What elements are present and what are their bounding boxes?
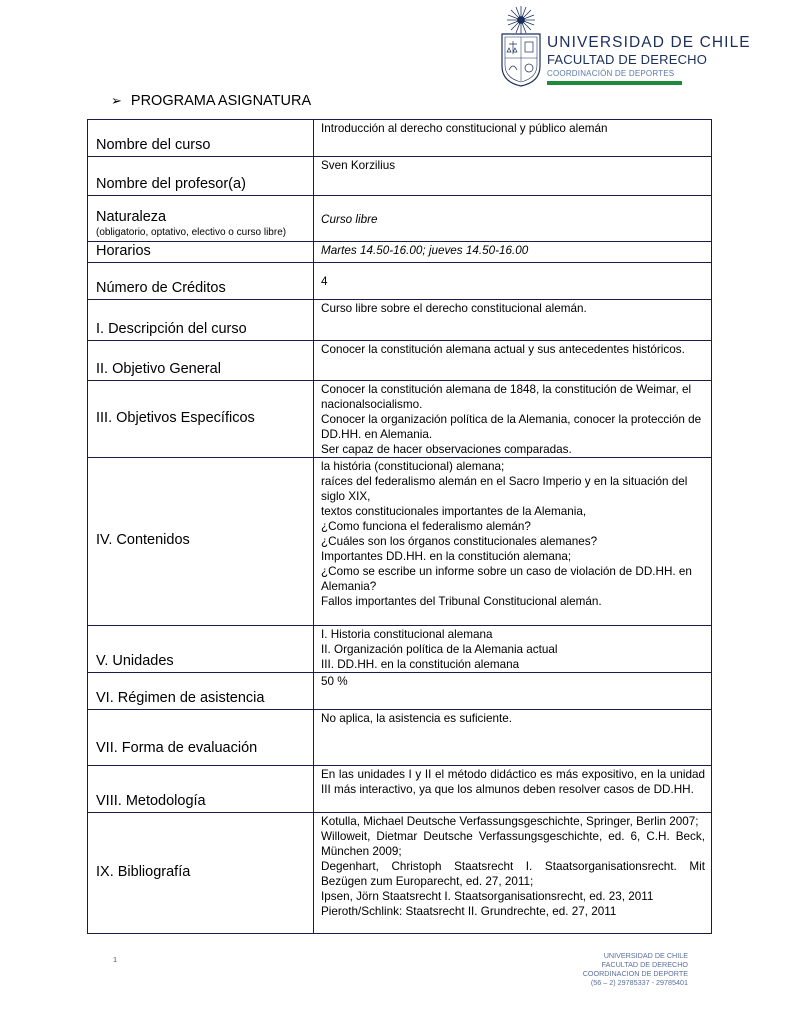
header-logo [499, 4, 751, 88]
university-name: UNIVERSIDAD DE CHILE [547, 34, 751, 51]
table-row [88, 263, 712, 300]
accent-bar [547, 81, 682, 85]
table-row [88, 157, 712, 196]
list-item: Degenhart, Christoph Staatsrecht I. Staatsorganisationsrecht. Mit Bezügen zum Europarecht, ed. 27, 2011; [321, 860, 705, 888]
value-evaluacion: No aplica, la asistencia es suficiente. [314, 710, 712, 766]
value-objetivos-especificos [314, 381, 712, 458]
list-item: III. DD.HH. en la constitución alemana [321, 658, 520, 671]
page-number: 1 [113, 955, 118, 964]
list-item: Pieroth/Schlink: Staatsrecht II. Grundrechte, ed. 27, 2011 [321, 905, 617, 918]
label-unidades: V. Unidades [88, 626, 314, 673]
arrow-bullet-icon: ➢ [111, 93, 122, 108]
table-row [88, 242, 712, 263]
footer-faculty: FACULTAD DE DERECHO [601, 960, 688, 969]
list-item: Conocer la organización política de la Alemania, conocer la protección de DD.HH. en Alemania. [321, 413, 702, 441]
value-descripcion: Curso libre sobre el derecho constitucional alemán. [314, 300, 712, 341]
label-objetivo-general: II. Objetivo General [88, 341, 314, 381]
list-item: ¿Como funciona el federalismo alemán? [321, 520, 531, 533]
list-item: ¿Como se escribe un informe sobre un caso de violación de DD.HH. en Alemania? [321, 565, 692, 593]
footer-coordination: COORDINACION DE DEPORTE [582, 969, 688, 978]
value-horarios: Martes 14.50-16.00; jueves 14.50-16.00 [314, 242, 712, 263]
list-item: Ipsen, Jörn Staatsrecht I. Staatsorganisationsrecht, ed. 23, 2011 [321, 890, 654, 903]
naturaleza-title: Naturaleza [96, 209, 167, 225]
section-heading [111, 93, 311, 109]
label-contenidos: IV. Contenidos [88, 458, 314, 626]
university-crest-icon [499, 4, 543, 88]
list-item: textos constitucionales importantes de la Alemania, [321, 505, 587, 518]
list-item: Importantes DD.HH. en la constitución alemana; [321, 550, 572, 563]
program-table [87, 119, 712, 934]
value-creditos: 4 [314, 263, 712, 300]
value-bibliografia [314, 813, 712, 934]
list-item: Fallos importantes del Tribunal Constitucional alemán. [321, 595, 602, 608]
label-horarios: Horarios [88, 242, 314, 263]
value-unidades [314, 626, 712, 673]
table-row [88, 300, 712, 341]
list-item: raíces del federalismo alemán en el Sacro Imperio y en la situación del siglo XIX, [321, 475, 688, 503]
table-row [88, 120, 712, 157]
footer-university: UNIVERSIDAD DE CHILE [603, 951, 688, 960]
label-nombre-curso: Nombre del curso [88, 120, 314, 157]
value-contenidos [314, 458, 712, 626]
faculty-name: FACULTAD DE DERECHO [547, 52, 708, 67]
value-metodologia: En las unidades I y II el método didáctico es más expositivo, en la unidad III más interactivo, ya que los almunos deben resolver casos de DD.HH. [314, 766, 712, 813]
label-bibliografia: IX. Bibliografía [88, 813, 314, 934]
table-row [88, 458, 712, 626]
table-row [88, 710, 712, 766]
table-row [88, 673, 712, 710]
coordination-name: COORDINACIÓN DE DEPORTES [547, 69, 675, 78]
value-asistencia: 50 % [314, 673, 712, 710]
list-item: la história (constitucional) alemana; [321, 460, 505, 473]
table-row [88, 813, 712, 934]
list-item: I. Historia constitucional alemana [321, 628, 493, 641]
table-row [88, 766, 712, 813]
label-evaluacion: VII. Forma de evaluación [88, 710, 314, 766]
table-row [88, 381, 712, 458]
label-objetivos-especificos: III. Objetivos Específicos [88, 381, 314, 458]
label-creditos: Número de Créditos [88, 263, 314, 300]
label-metodologia: VIII. Metodología [88, 766, 314, 813]
label-profesor: Nombre del profesor(a) [88, 157, 314, 196]
list-item: Willoweit, Dietmar Deutsche Verfassungsgeschichte, ed. 6, C.H. Beck, München 2009; [321, 830, 705, 858]
label-descripcion: I. Descripción del curso [88, 300, 314, 341]
list-item: Ser capaz de hacer observaciones comparadas. [321, 443, 572, 456]
value-objetivo-general: Conocer la constitución alemana actual y sus antecedentes históricos. [314, 341, 712, 381]
value-nombre-curso: Introducción al derecho constitucional y público alemán [314, 120, 712, 157]
section-title: PROGRAMA ASIGNATURA [130, 93, 312, 109]
label-naturaleza [88, 196, 314, 242]
value-naturaleza: Curso libre [314, 196, 712, 242]
list-item: II. Organización política de la Alemania actual [321, 643, 558, 656]
table-row [88, 626, 712, 673]
value-profesor: Sven Korzilius [314, 157, 712, 196]
list-item: ¿Cuáles son los órganos constitucionales alemanes? [321, 535, 598, 548]
naturaleza-sublabel: (obligatorio, optativo, electivo o curso libre) [96, 227, 287, 238]
label-asistencia: VI. Régimen de asistencia [88, 673, 314, 710]
footer-phone: (56 – 2) 29785337 - 29785401 [590, 978, 688, 987]
list-item: Conocer la constitución alemana de 1848, la constitución de Weimar, el nacionalsocialismo. [321, 383, 692, 411]
table-row [88, 341, 712, 381]
list-item: Kotulla, Michael Deutsche Verfassungsgeschichte, Springer, Berlin 2007; [321, 815, 699, 828]
table-row [88, 196, 712, 242]
footer-contact [560, 951, 688, 987]
